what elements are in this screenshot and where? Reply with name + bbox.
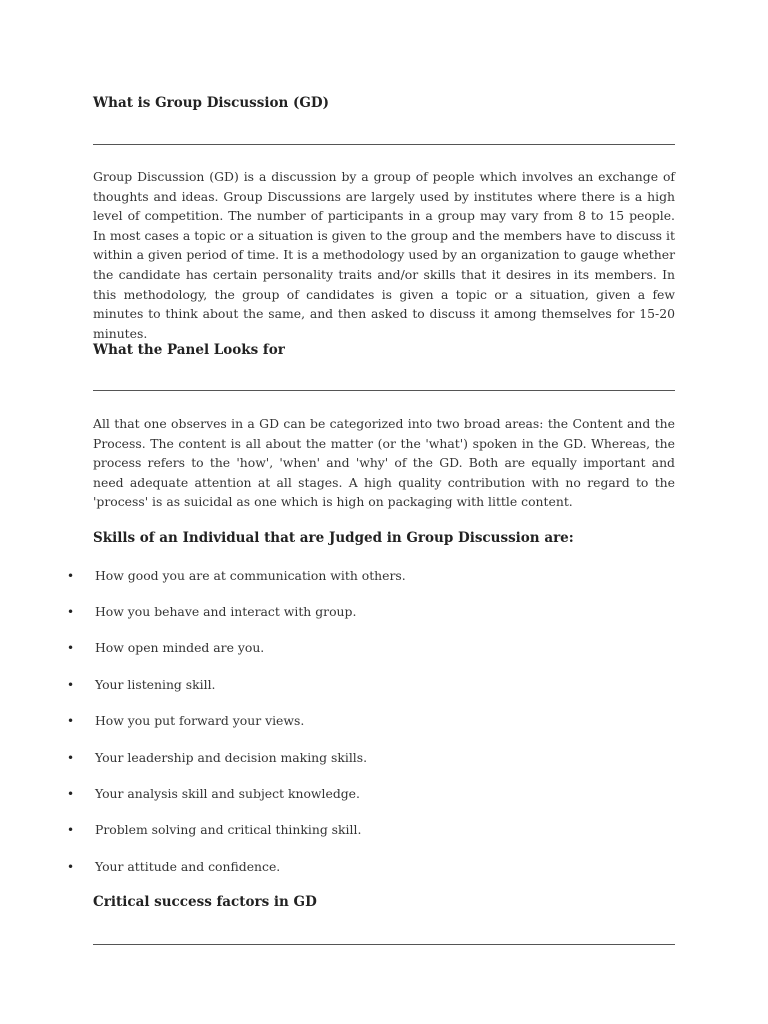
bullet-icon: • (67, 823, 75, 837)
list-item (0, 820, 700, 840)
paragraph-gd-definition: Group Discussion (GD) is a discussion by a group of people which involves an exchange of thoughts and ideas. Group Discussions are largely used by institutes where there is a high level of competition. The number of participants in a group may vary from 8 to 15 people. In most cases a topic or a situation is given to the group and the members have to discuss it within a given period of time. It is a methodology used by an organization to gauge whether the candidate has certain personality traits and/or skills that it desires in its members. In this methodology, the group of candidates is given a topic or a situation, given a few minutes to think about the same, and then asked to discuss it among themselves for 15-20 minutes. (93, 169, 675, 341)
list-item (0, 638, 700, 658)
divider-line (93, 390, 675, 391)
bullet-icon: • (67, 751, 75, 765)
heading-skills-judged: Skills of an Individual that are Judged in Group Discussion are: (93, 530, 574, 546)
list-item-text: How you behave and interact with group. (95, 604, 357, 619)
list-item-text: Your listening skill. (95, 677, 216, 692)
list-item-text: Your attitude and confidence. (95, 859, 281, 874)
list-item (0, 711, 700, 731)
heading-panel-looks-for: What the Panel Looks for (93, 342, 285, 358)
paragraph-content-process: All that one observes in a GD can be categorized into two broad areas: the Content and the Process. The content is all about the matter (or the 'what') spoken in the GD. Whereas, the process refers to the 'how', 'when' and 'why' of the GD. Both are equally important and need adequate attention at all stages. A high quality contribution with no regard to the 'process' is as suicidal as one which is high on packaging with little content. (93, 416, 675, 510)
list-item (0, 748, 700, 768)
heading-what-is-gd: What is Group Discussion (GD) (93, 95, 330, 111)
bullet-icon: • (67, 605, 75, 619)
list-item-text: Problem solving and critical thinking skill. (95, 822, 362, 837)
bullet-icon: • (67, 569, 75, 583)
list-item-text: How you put forward your views. (95, 713, 305, 728)
bullet-icon: • (67, 678, 75, 692)
list-item-text: Your leadership and decision making skills. (95, 750, 368, 765)
list-item-text: How good you are at communication with others. (95, 568, 406, 583)
bullet-icon: • (67, 714, 75, 728)
list-item (0, 602, 700, 622)
list-item (0, 784, 700, 804)
list-item (0, 857, 700, 877)
list-item (0, 566, 700, 586)
divider-line (93, 144, 675, 145)
list-item-text: How open minded are you. (95, 640, 265, 655)
bullet-icon: • (67, 787, 75, 801)
divider-line (93, 944, 675, 945)
bullet-icon: • (67, 860, 75, 874)
bullet-icon: • (67, 641, 75, 655)
heading-critical-success-factors: Critical success factors in GD (93, 894, 317, 910)
list-item-text: Your analysis skill and subject knowledge. (95, 786, 360, 801)
list-item (0, 675, 700, 695)
